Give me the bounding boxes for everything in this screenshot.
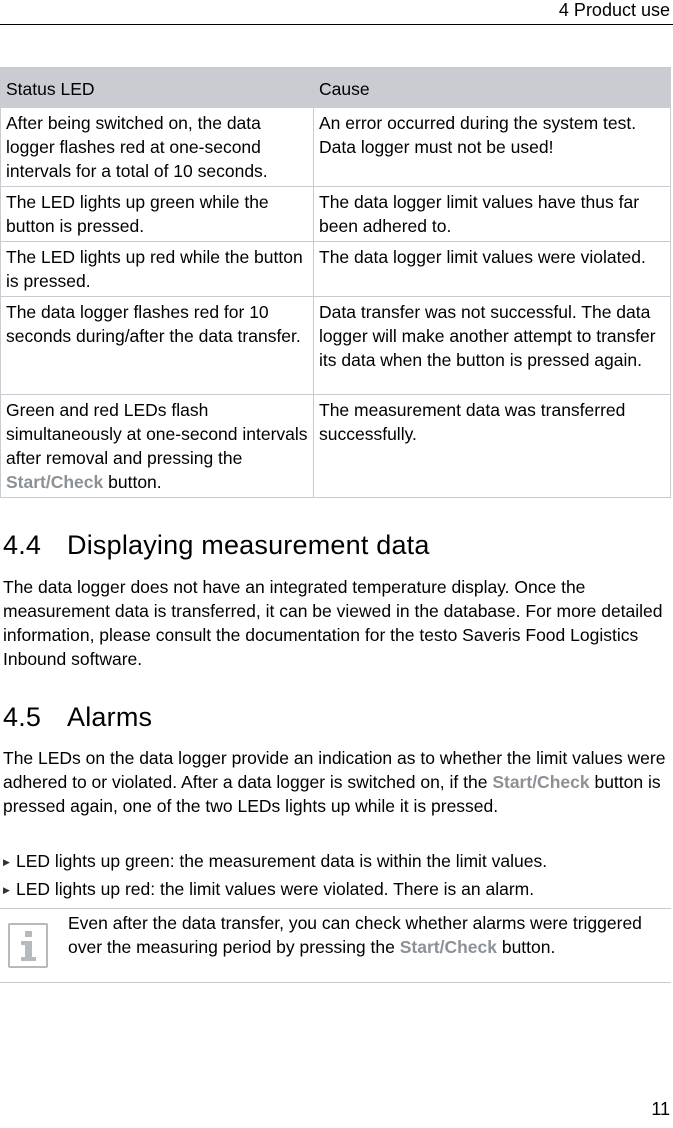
note-body-text: Even after the data transfer, you can check whether alarms were triggered over the measuring period by pressing the (68, 913, 642, 957)
status-led-cell: After being switched on, the data logger flashes red at one-second intervals for a total of 10 seconds. (1, 108, 314, 187)
section-title: Displaying measurement data (67, 530, 430, 560)
section-heading-4-5 (3, 701, 152, 733)
page-header (0, 0, 673, 25)
status-led-cell: The LED lights up red while the button is pressed. (1, 242, 314, 297)
table-row (1, 242, 671, 297)
body-text: button is pressed again, one of the two LEDs lights up while it is pressed. (3, 772, 661, 816)
note-text (68, 911, 658, 959)
section-number: 4.5 (3, 702, 42, 732)
list-item (3, 849, 668, 874)
body-text: The LEDs on the data logger provide an indication as to whether the limit values were adhered to or violated. After a data logger is switched on, if the (3, 748, 666, 792)
section-running-head: 4 Product use (558, 0, 670, 20)
table-row (1, 297, 671, 395)
list-item-text: LED lights up green: the measurement data is within the limit values. (16, 851, 548, 871)
page-number: 11 (651, 1099, 670, 1119)
list-item (3, 877, 668, 902)
section-body: The data logger does not have an integrated temperature display. Once the measurement data is transferred, it can be viewed in the database. For more detailed information, please consult the documentation for the testo Saveris Food Logistics Inbound software. (3, 577, 663, 669)
section-number: 4.4 (3, 530, 42, 560)
info-icon (8, 923, 48, 968)
status-led-cell: The data logger flashes red for 10 seconds during/after the data transfer. (1, 297, 314, 395)
cause-cell: The data logger limit values were violated. (314, 242, 671, 297)
column-header-status-led: Status LED (1, 68, 314, 108)
status-led-text: button. (103, 472, 162, 492)
bullet-arrow-icon: ▶ (3, 857, 10, 867)
table-header-row (1, 68, 671, 108)
cause-cell: An error occurred during the system test. Data logger must not be used! (314, 108, 671, 187)
cause-cell: Data transfer was not successful. The data logger will make another attempt to transfer its data when the button is pressed again. (314, 297, 671, 395)
table-row (1, 395, 671, 498)
note-body-text: button. (496, 937, 556, 957)
section-title: Alarms (67, 702, 153, 732)
list-item-text: LED lights up red: the limit values were violated. There is an alarm. (16, 879, 535, 899)
section-heading-4-4 (3, 529, 430, 561)
cause-cell: The measurement data was transferred successfully. (314, 395, 671, 498)
status-led-table (0, 67, 671, 498)
status-led-cell: The LED lights up green while the button is pressed. (1, 187, 314, 242)
start-check-button-label: Start/Check (6, 472, 104, 492)
status-led-cell (1, 395, 314, 498)
table-row (1, 108, 671, 187)
status-led-text: Green and red LEDs flash simultaneously at one-second intervals after removal and pressing the (6, 400, 308, 468)
column-header-cause: Cause (314, 68, 671, 108)
bullet-arrow-icon: ▶ (3, 885, 10, 895)
start-check-button-label: Start/Check (399, 937, 497, 957)
section-body (3, 746, 668, 818)
table-row (1, 187, 671, 242)
cause-cell: The data logger limit values have thus far been adhered to. (314, 187, 671, 242)
info-note (0, 908, 671, 983)
start-check-button-label: Start/Check (492, 772, 590, 792)
